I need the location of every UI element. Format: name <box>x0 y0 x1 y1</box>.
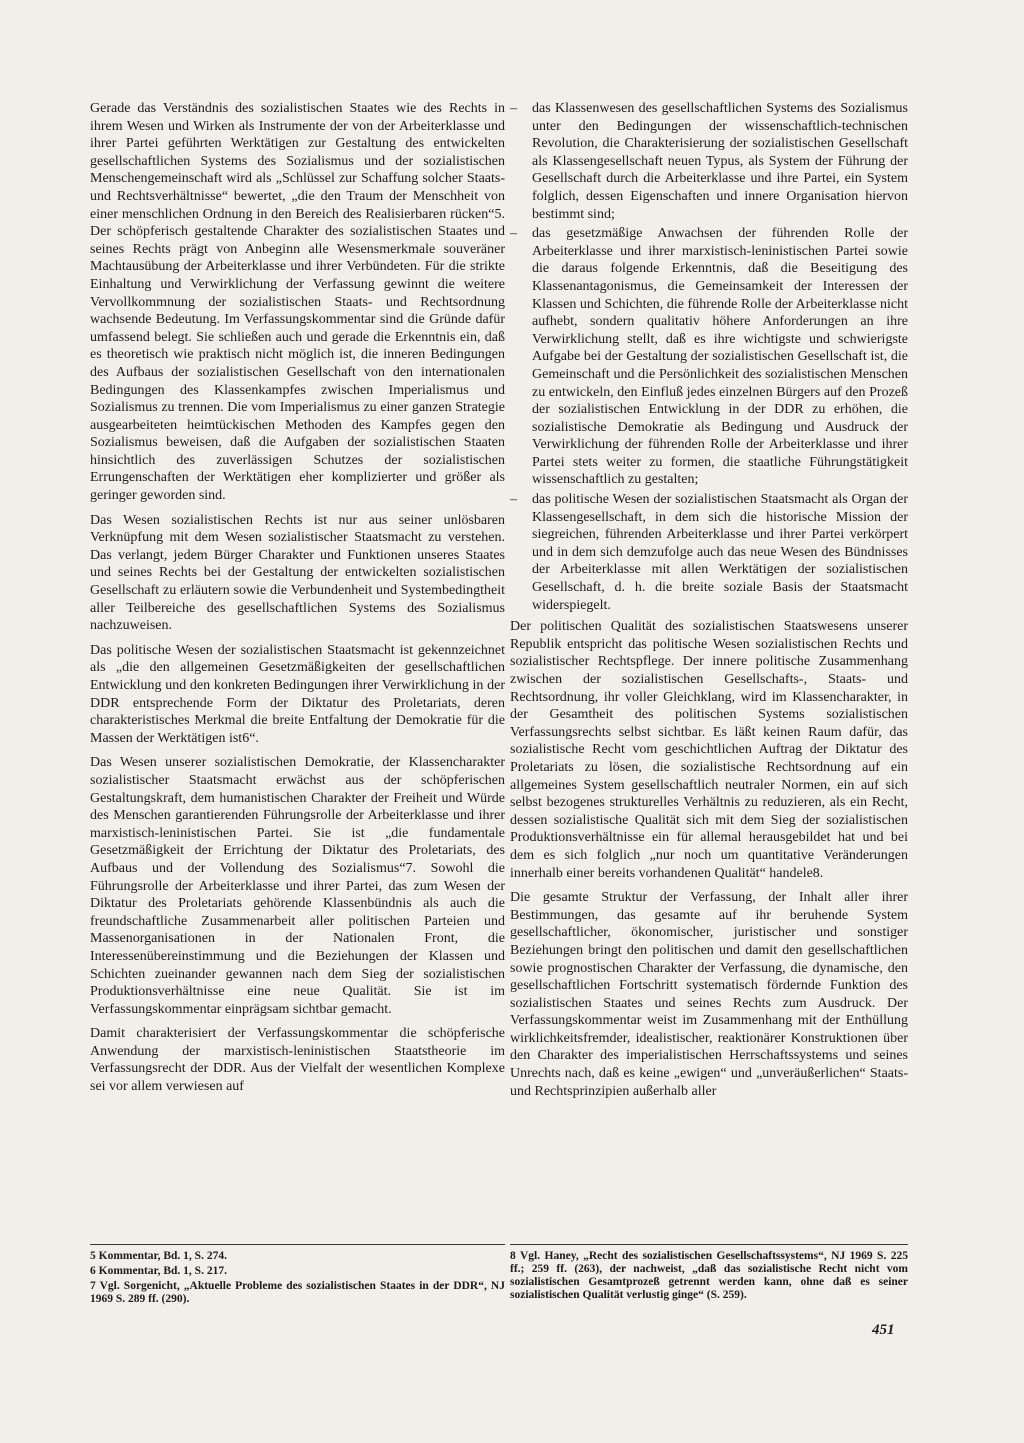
body-paragraph: Damit charakterisiert der Verfassungskommentar die schöpferische Anwendung der marxistisch-leninistischen Staatstheorie im Verfassungsrecht der DDR. Aus der Vielfalt der wesentlichen Komplexe sei vor allem verwiesen auf <box>90 1026 505 1095</box>
footnote: 6 Kommentar, Bd. 1, S. 217. <box>90 1265 227 1277</box>
dash-bullet: – <box>510 101 517 116</box>
body-paragraph: Die gesamte Struktur der Verfassung, der Inhalt aller ihrer Bestimmungen, das gesamte auf ihr beruhende System gesellschaftlicher, ökonomischer, juristischer und sonstiger Beziehungen bringt den politischen und damit den gesellschaftlichen sowie prognostischen Charakter der Verfassung, die dynamische, den gesellschaftlichen Fortschritt systematisch fördernde Funktion des sozialistischen Staates und seines Rechts zum Ausdruck. Der Verfassungskommentar weist im Zusammenhang mit der Enthüllung wirklichkeitsfremder, idealistischer, reaktionärer Konstruktionen über den Charakter des imperialistischen Herrschaftssystems und seines Unrechts nach, daß es keine „ewigen“ und „unveräußerlichen“ Staats- und Rechtsprinzipien außerhalb aller <box>510 890 908 1099</box>
list-item <box>510 100 908 223</box>
body-paragraph: Gerade das Verständnis des sozialistischen Staates wie des Rechts in ihrem Wesen und Wirken als Instrumente der von der Arbeiterklasse und ihrer Partei geführten Werktätigen zur Gestaltung des entwickelten gesellschaftlichen Systems des Sozialismus und der sozialistischen Menschengemeinschaft wird als „Schlüssel zur Schaffung solcher Staats- und Rechtsverhältnisse“ bewertet, „die den Traum der Menschheit von einer menschlichen Ordnung in den Bereich des Realisierbaren rücken“5. Der schöpferisch gestaltende Charakter des sozialistischen Staates und seines Rechts prägt von Anbeginn alle Wesensmerkmale souveräner Machtausübung der Arbeiterklasse und ihrer Verbündeten. Für die strikte Einhaltung und Verwirklichung der Verfassung gewinnt die weitere Vervollkommnung der sozialistischen Staats- und Rechtsordnung wachsende Bedeutung. Im Verfassungskommentar sind die Gründe dafür umfassend belegt. Sie schließen auch und gerade die Erkenntnis ein, daß es theoretisch wie praktisch nicht möglich ist, die inneren Bedingungen des Aufbaus der sozialistischen Gesellschaft von den internationalen Bedingungen des Klassenkampfes zwischen Imperialismus und Sozialismus zu trennen. Die vom Imperialismus zu einer ganzen Strategie ausgearbeiteten heimtückischen Methoden des Kampfes gegen den Sozialismus beweisen, daß die Aufgaben der sozialistischen Staaten hinsichtlich des zuverlässigen Schutzes der sozialistischen Errungenschaften der Werktätigen eher komplizierter und größer als geringer geworden sind. <box>90 101 505 504</box>
list-item-text: das gesetzmäßige Anwachsen der führenden Rolle der Arbeiterklasse und ihrer marxistisch-leninistischen Partei sowie die daraus folgende Erkenntnis, daß die Beseitigung des Klassenantagonismus, die Gemeinsamkeit der Interessen der Klassen und Schichten, die führende Rolle der Arbeiterklasse nicht aufhebt, sondern qualitativ höhere Anforderungen an ihre Verwirklichung stellt, daß es ihre wichtigste und schwierigste Aufgabe bei der Gestaltung der sozialistischen Gesellschaft ist, die Gemeinschaft und die Persönlichkeit des sozialistischen Menschen zu entwickeln, den Einfluß jedes einzelnen Bürgers auf den Prozeß der sozialistischen Entwicklung in der DDR zu erhöhen, die sozialistische Demokratie als Bedingung und Ausdruck der Verwirklichung der führenden Rolle der Arbeiterklasse und ihrer Partei stets weiter zu formen, die staatliche Führungstätigkeit wissenschaftlich zu gestalten; <box>532 226 908 488</box>
footnote-rule <box>510 1244 908 1245</box>
body-paragraph: Das Wesen unserer sozialistischen Demokratie, der Klassencharakter sozialistischer Staatsmacht erwächst aus der schöpferischen Gestaltungskraft, dem humanistischen Charakter der Freiheit und Würde des Menschen garantierenden Führungsrolle der Arbeiterklasse und ihrer marxistisch-leninistischen Partei. Sie ist „die fundamentale Gesetzmäßigkeit der Errichtung der Diktatur des Proletariats, des Aufbaus und der Vollendung des Sozialismus“7. Sowohl die Führungsrolle der Arbeiterklasse und ihrer Partei, das zum Wesen der Diktatur des Proletariats gehörende Klassenbündnis als auch die freundschaftliche Zusammenarbeit aller politischen Parteien und Massenorganisationen in der Nationalen Front, die Interessenübereinstimmung und die Beziehungen der Klassen und Schichten zueinander gewannen nach dem Sieg der sozialistischen Produktionsverhältnisse eine neue Qualität. Sie ist im Verfassungskommentar einprägsam sichtbar gemacht. <box>90 755 505 1017</box>
dash-list <box>510 100 908 614</box>
footnote-rule <box>90 1244 505 1245</box>
page-number: 451 <box>872 1322 895 1338</box>
left-column <box>90 100 505 1103</box>
right-column <box>510 100 908 1107</box>
dash-bullet: – <box>510 492 517 508</box>
footnote: 5 Kommentar, Bd. 1, S. 274. <box>90 1250 227 1262</box>
list-item-text: das Klassenwesen des gesellschaftlichen Systems des Sozialismus unter den Bedingungen der wissenschaftlich-technischen Revolution, die Charakterisierung der sozialistischen Gesellschaft als Klassengesellschaft neuen Typus, als System der Führung der Gesellschaft durch die Arbeiterklasse und ihre Partei, ein System folglich, dessen Eigenschaften und innere Organisation hiervon bestimmt sind; <box>532 101 908 222</box>
footnote: 7 Vgl. Sorgenicht, „Aktuelle Probleme des sozialistischen Staates in der DDR“, NJ 1969 S. 289 ff. (290). <box>90 1280 505 1305</box>
footnote: 8 Vgl. Haney, „Recht des sozialistischen Gesellschaftssystems“, NJ 1969 S. 225 ff.; 259 ff. (263), der nachweist, „daß das sozialistische Recht nicht vom sozialistischen Gesamtprozeß getrennt werden kann, ohne daß es seiner sozialistischen Qualität verlustig ginge“ (S. 259). <box>510 1250 908 1301</box>
list-item <box>510 491 908 614</box>
footnotes-right <box>510 1250 908 1304</box>
body-paragraph: Das Wesen sozialistischen Rechts ist nur aus seiner unlösbaren Verknüpfung mit dem Wesen sozialistischer Staatsmacht zu verstehen. Das verlangt, jedem Bürger Charakter und Funktionen unseres Staates und seines Rechts bei der Gestaltung der entwickelten sozialistischen Gesellschaft zu erläutern sowie die Verbundenheit und Systembedingtheit aller Teilbereiche des gesellschaftlichen Systems des Sozialismus nachzuweisen. <box>90 512 505 634</box>
body-paragraph: Das politische Wesen der sozialistischen Staatsmacht ist gekennzeichnet als „die den allgemeinen Gesetzmäßigkeiten der gesellschaftlichen Entwicklung und den konkreten Bedingungen ihrer Verwirklichung in der DDR entsprechende Form der Diktatur des Proletariats, deren charakteristisches Merkmal die breite Entfaltung der Demokratie für die Massen der Werktätigen ist6“. <box>90 642 505 746</box>
body-paragraph: Der politischen Qualität des sozialistischen Staatswesens unserer Republik entspricht das politische Wesen sozialistischen Rechts und sozialistischer Rechtspflege. Der innere politische Zusammenhang zwischen der sozialistischen Gesellschafts-, Staats- und Rechtsordnung, ihr voller Gleichklang, wird im Klassencharakter, in der Gesamtheit des politischen Systems sozialistischen Verfassungsrechts selbst sichtbar. Es läßt keinen Raum dafür, das sozialistische Recht vom geschichtlichen Auftrag der Diktatur des Proletariats zu lösen, die sozialistische Rechtsordnung auf ein allgemeines System gesellschaftlich neutraler Normen, ein auf sich selbst bezogenes strukturelles Verhältnis zu reduzieren, als ein Recht, dessen sozialistische Qualität sich mit dem Sieg der sozialistischen Produktionsverhältnisse ein für allemal herausgebildet hat und bei dem es sich folglich „nur noch um quantitative Veränderungen innerhalb einer bereits vorhandenen Qualität“ handele8. <box>510 619 908 881</box>
list-item-text: das politische Wesen der sozialistischen Staatsmacht als Organ der Klassengesellschaft, in dem sich die historische Mission der siegreichen, führenden Arbeiterklasse und ihrer Partei verkörpert und in dem sich demzufolge auch das neue Wesen des Bündnisses der Arbeiterklasse mit allen Werktätigen der sozialistischen Gesellschaft, d. h. die breite soziale Basis der Staatsmacht widerspiegelt. <box>532 492 908 613</box>
dash-bullet: – <box>510 226 517 242</box>
footnotes-left <box>90 1250 505 1308</box>
list-item <box>510 225 908 489</box>
